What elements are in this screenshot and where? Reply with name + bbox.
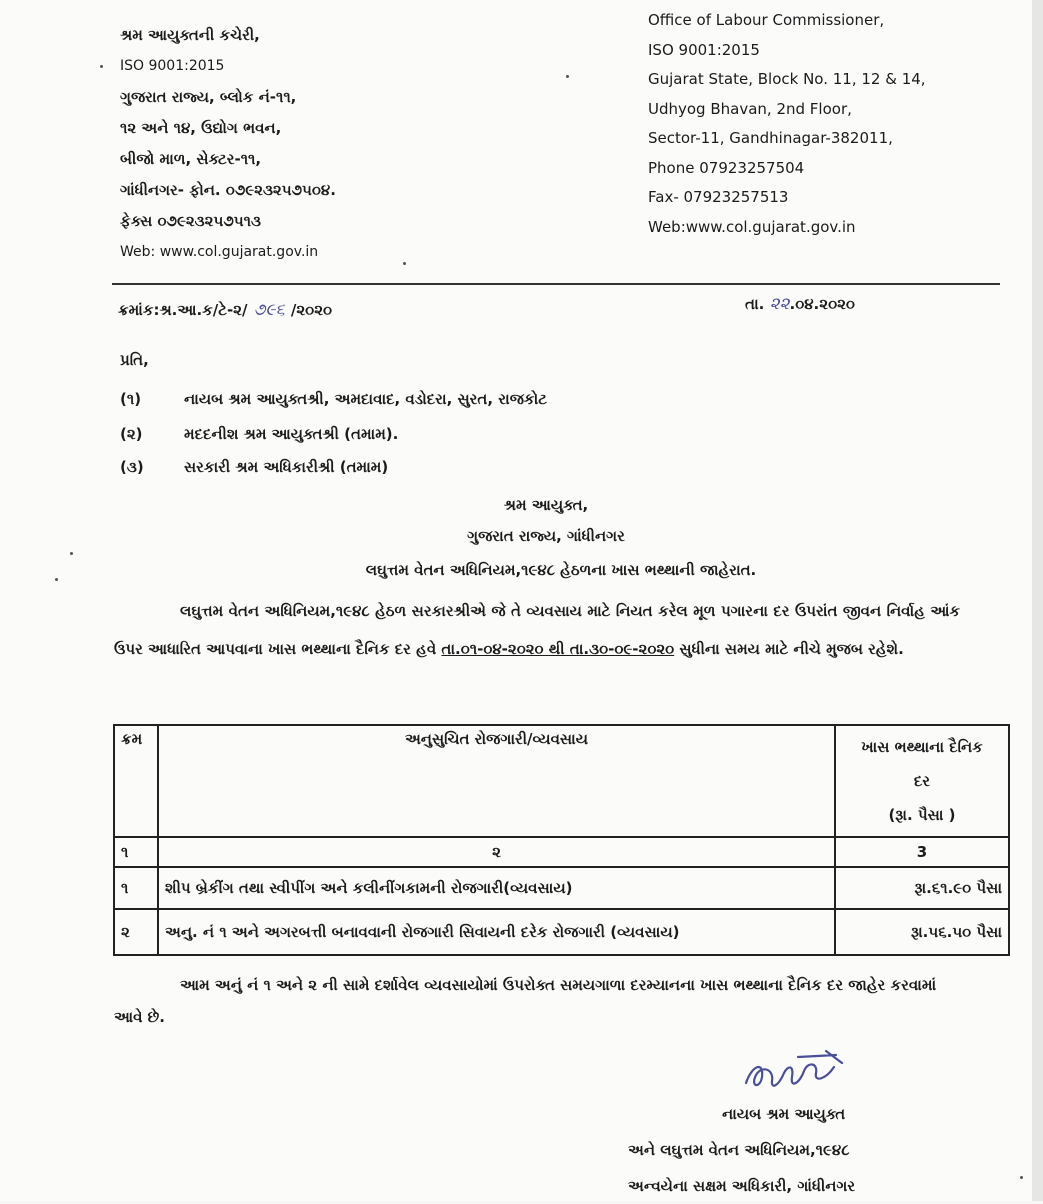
header-rate-line: ખાસ ભથ્થાના દૈનિક xyxy=(861,738,983,756)
signatory-line: અને લઘુત્તમ વેતન અધિનિયમ,૧૯૪૮ xyxy=(628,1141,850,1159)
intro-outro: સુધીના સમય માટે નીચે મુજબ રહેશે. xyxy=(679,640,904,658)
table-row xyxy=(114,867,1009,909)
subject-line: લઘુત્તમ વેતન અધિનિયમ,૧૯૪૮ હેઠળના ખાસ ભથ્થાની જાહેરાત. xyxy=(365,561,757,579)
row-rate: રૂા.૬૧.૯૦ પૈસા xyxy=(835,867,1009,909)
addressee-number: (૧) xyxy=(120,390,142,408)
issuer-line-1: શ્રમ આયુક્ત, xyxy=(503,496,589,514)
date-handwritten-day: ૨૨ xyxy=(769,294,790,314)
header-gu-line: ગુજરાત રાજ્ય, બ્લોક નં-૧૧, xyxy=(120,88,297,106)
header-gu-line: ISO 9001:2015 xyxy=(120,58,225,74)
header-en-line: Sector-11, Gandhinagar-382011, xyxy=(648,129,893,147)
header-occupation: અનુસુચિત રોજગારી/વ્યવસાય xyxy=(158,725,835,837)
date-rest: .૦૪.૨૦૨૦ xyxy=(789,295,855,313)
scan-speck xyxy=(403,262,406,265)
header-divider xyxy=(112,283,1000,285)
row-occupation: અનુ. નં ૧ અને અગરબત્તી બનાવવાની રોજગારી સિવાયની દરેક રોજગારી (વ્યવસાય) xyxy=(158,909,835,955)
table-index-row xyxy=(114,837,1009,867)
table-row xyxy=(114,909,1009,955)
scan-speck xyxy=(55,578,58,581)
issuer-line-2: ગુજરાત રાજ્ય, ગાંધીનગર xyxy=(467,527,625,545)
row-rate: રૂા.૫૬.૫૦ પૈસા xyxy=(835,909,1009,955)
row-sr: ૧ xyxy=(114,867,158,909)
scan-speck xyxy=(1020,1176,1023,1179)
reference-handwritten-number: ૭૯૬ xyxy=(253,300,285,320)
reference-prefix: ક્રમાંક:શ્ર.આ.ક/ટે-૨/ xyxy=(118,301,248,319)
addressee-item xyxy=(120,425,398,443)
header-rate xyxy=(835,725,1009,837)
signature-stroke xyxy=(746,1051,842,1086)
addressee-heading: પ્રતિ, xyxy=(120,351,149,369)
header-gu-line: ફેક્સ ૦૭૯૨૩૨૫૭૫૧૩ xyxy=(120,212,261,230)
index-cell: ૧ xyxy=(114,837,158,867)
rates-table xyxy=(113,724,1010,956)
reference-number xyxy=(118,300,332,320)
addressee-number: (૨) xyxy=(120,425,143,443)
header-en-line: Web:www.col.gujarat.gov.in xyxy=(648,217,856,236)
addressee-text: મદદનીશ શ્રમ આયુક્તશ્રી (તમામ). xyxy=(184,425,399,443)
scan-speck xyxy=(70,552,73,555)
intro-text: લઘુત્તમ વેતન અધિનિયમ,૧૯૪૮ હેઠળ સરકારશ્રીએ જે તે વ્યવસાય માટે નિયત કરેલ મૂળ પગારના દર ઉપરાંત જીવન નિર્વાહ આંક ઉપર આધારિત આપવાના ખાસ ભથ્થાના દૈનિક દર હવે xyxy=(114,602,960,658)
header-en-line: Fax- 07923257513 xyxy=(648,188,789,206)
header-en-line: Phone 07923257504 xyxy=(648,158,805,177)
header-gu-line: Web: www.col.gujarat.gov.in xyxy=(120,244,319,260)
header-en-line: ISO 9001:2015 xyxy=(648,40,760,59)
header-gu-line: શ્રમ આયુક્તની કચેરી, xyxy=(120,26,260,44)
header-sr: ક્રમ xyxy=(114,725,158,837)
scan-speck xyxy=(100,65,103,68)
effective-period: તા.૦૧-૦૪-૨૦૨૦ થી તા.૩૦-૦૯-૨૦૨૦ xyxy=(441,640,675,658)
header-gu-line: ૧૨ અને ૧૪, ઉદ્યોગ ભવન, xyxy=(120,119,282,137)
signatory-title: નાયબ શ્રમ આયુક્ત xyxy=(722,1105,846,1123)
header-en-line: Gujarat State, Block No. 11, 12 & 14, xyxy=(648,70,926,88)
index-cell: ૨ xyxy=(158,837,835,867)
signatory-block xyxy=(628,1096,855,1204)
row-occupation: શીપ બ્રેકીંગ તથા સ્વીપીંગ અને કલીનીંગકામની રોજગારી(વ્યવસાય) xyxy=(158,867,835,909)
addressee-text: નાયબ શ્રમ આયુક્તશ્રી, અમદાવાદ, વડોદરા, સુરત, રાજકોટ xyxy=(184,390,547,408)
header-english xyxy=(648,6,926,242)
header-gu-line: ગાંધીનગર- ફોન. ૦૭૯૨૩૨૫૭૫૦૪. xyxy=(120,181,336,199)
header-rate-line: દર xyxy=(913,772,931,790)
row-sr: ૨ xyxy=(114,909,158,955)
index-cell: 3 xyxy=(835,837,1009,867)
intro-paragraph xyxy=(114,592,960,668)
date-label: તા. xyxy=(745,295,765,313)
header-en-line: Office of Labour Commissioner, xyxy=(648,11,885,29)
addressee-item xyxy=(120,390,547,408)
scan-speck xyxy=(566,75,569,78)
header-en-line: Udhyog Bhavan, 2nd Floor, xyxy=(648,99,852,118)
page-edge xyxy=(1032,0,1043,1201)
signature-image xyxy=(738,1043,858,1101)
signatory-line: અન્વયેના સક્ષમ અધિકારી, ગાંધીનગર xyxy=(628,1177,856,1195)
header-gu-line: બીજો માળ, સેક્ટર-૧૧, xyxy=(120,150,262,168)
addressee-number: (૩) xyxy=(120,458,144,476)
header-rate-line: (રૂા. પૈસા ) xyxy=(888,806,956,824)
table-header-row xyxy=(114,725,1009,837)
closing-paragraph: આમ અનું નં ૧ અને ૨ ની સામે દર્શાવેલ વ્યવસાયોમાં ઉપરોક્ત સમયગાળા દરમ્યાનના ખાસ ભથ્થાના દૈનિક દર જાહેર કરવામાં આવે છે. xyxy=(114,976,937,1026)
addressee-item xyxy=(120,458,388,476)
addressee-text: સરકારી શ્રમ અધિકારીશ્રી (તમામ) xyxy=(184,458,389,476)
header-gujarati xyxy=(120,20,336,268)
reference-suffix: /૨૦૨૦ xyxy=(290,301,333,319)
letter-date xyxy=(745,294,855,314)
